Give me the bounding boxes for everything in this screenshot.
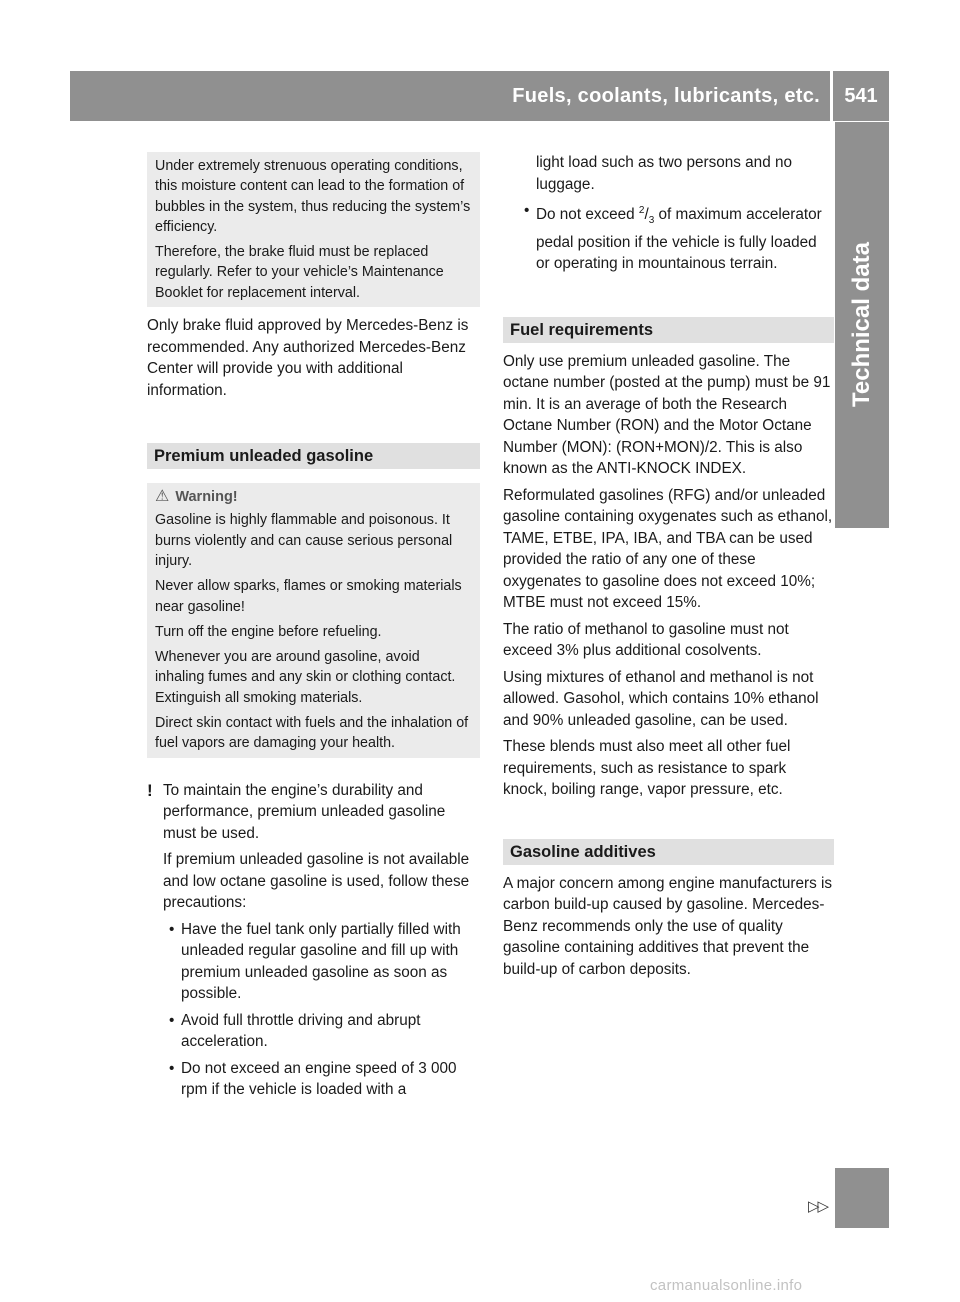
warning-title: Warning! [175, 489, 238, 506]
list-continuation: light load such as two persons and no luggage. [536, 154, 792, 193]
list-item [147, 1058, 480, 1101]
bullet-icon: • [169, 1059, 175, 1077]
bullet-icon: • [169, 1011, 175, 1029]
right-column [503, 152, 834, 985]
section-side-tab [835, 122, 889, 528]
warning-box [147, 483, 480, 758]
moisture-paragraph: Under extremely strenuous operating conditions, this moisture content can lead to the formation of bubbles in the system, thus reducing the system’s efficiency. [155, 158, 471, 235]
additives-paragraph: A major concern among engine manufacturers is carbon build-up caused by gasoline. Mercedes-Benz recommends only the use of quality gasoline containing additives that prevent the build-up of carbon deposits. [503, 874, 833, 978]
approved-fluid-paragraph: Only brake fluid approved by Mercedes-Benz is recommended. Any authorized Mercedes-Benz Center will provide you with additional information. [147, 317, 469, 399]
note-followup: If premium unleaded gasoline is not available and low octane gasoline is used, follow these precautions: [163, 851, 470, 912]
list-item-text: Have the fuel tank only partially filled with unleaded regular gasoline and fill up with premium unleaded gasoline as soon as possible. [181, 920, 461, 1003]
fuel-requirements-heading: Fuel requirements [503, 317, 834, 343]
gasoline-additives-heading: Gasoline additives [503, 839, 834, 865]
warning-title-row [155, 487, 472, 507]
thumb-index-marker [835, 1168, 889, 1228]
fraction-denominator: 3 [648, 215, 655, 227]
warning-paragraph: Gasoline is highly flammable and poisonous. It burns violently and can cause serious personal injury. [155, 512, 453, 569]
page-header [70, 71, 889, 121]
left-column [147, 152, 480, 1106]
fuel-paragraph: These blends must also meet all other fuel requirements, such as resistance to spark knock, boiling range, vapor pressure, etc. [503, 738, 791, 799]
moisture-info-box [147, 152, 480, 307]
warning-paragraph: Turn off the engine before refueling. [155, 623, 382, 640]
chapter-title: Fuels, coolants, lubricants, etc. [512, 85, 820, 107]
bullet-suffix: of maximum accelerator pedal position if the vehicle is fully loaded or operating in mountainous terrain. [536, 206, 822, 273]
warning-triangle-icon: ⚠ [155, 488, 170, 506]
warning-paragraph: Never allow sparks, flames or smoking materials near gasoline! [155, 578, 462, 615]
warning-paragraph: Direct skin contact with fuels and the inhalation of fuel vapors are damaging your health. [155, 715, 469, 752]
fuel-paragraph: The ratio of methanol to gasoline must not exceed 3% plus additional cosolvents. [503, 620, 789, 660]
note-text: To maintain the engine’s durability and performance, premium unleaded gasoline must be used. [163, 781, 446, 842]
note-paragraph [147, 780, 480, 845]
fuel-paragraph: Reformulated gasolines (RFG) and/or unleaded gasoline containing oxygenates such as ethanol, TAME, ETBE, IPA, IBA, and TBA can be used provided the ratio of any one of these oxygenates to gasoline does not exceed 10%; MTBE must not exceed 15%. [503, 486, 833, 612]
bullet-prefix: Do not exceed [536, 206, 635, 224]
fraction-slash: / [644, 206, 649, 224]
premium-heading: Premium unleaded gasoline [147, 443, 480, 469]
fuel-paragraph: Using mixtures of ethanol and methanol is not allowed. Gasohol, which contains 10% ethanol and 90% unleaded gasoline, can be used. [503, 668, 819, 729]
page-number: 541 [844, 85, 878, 107]
continue-arrows-icon: ▷▷ [808, 1198, 828, 1215]
fuel-paragraph: Only use premium unleaded gasoline. The octane number (posted at the pump) must be 91 min. It is an average of both the Research Octane Number (RON) and the Motor Octane Number (MON): (RON+MON)/2. This is also known as the ANTI-KNOCK INDEX. [503, 352, 831, 478]
list-item-text: Do not exceed an engine speed of 3 000 rpm if the vehicle is loaded with a [181, 1059, 457, 1099]
list-item-text: Avoid full throttle driving and abrupt acceleration. [181, 1011, 421, 1051]
watermark: carmanualsonline.info [650, 1277, 803, 1294]
bullet-icon: • [524, 202, 530, 219]
list-item [147, 1010, 480, 1053]
list-item [147, 919, 480, 1005]
bullet-icon: • [169, 920, 175, 938]
list-item [503, 200, 834, 275]
warning-paragraph: Whenever you are around gasoline, avoid inhaling fumes and any skin or clothing contact. Extinguish all smoking materials. [155, 649, 456, 706]
exclamation-icon: ! [147, 780, 153, 800]
replacement-paragraph: Therefore, the brake fluid must be replaced regularly. Refer to your vehicle’s Maintenance Booklet for replacement interval. [155, 244, 444, 301]
side-tab-label: Technical data [848, 242, 875, 408]
fraction-numerator: 2 [638, 205, 645, 216]
